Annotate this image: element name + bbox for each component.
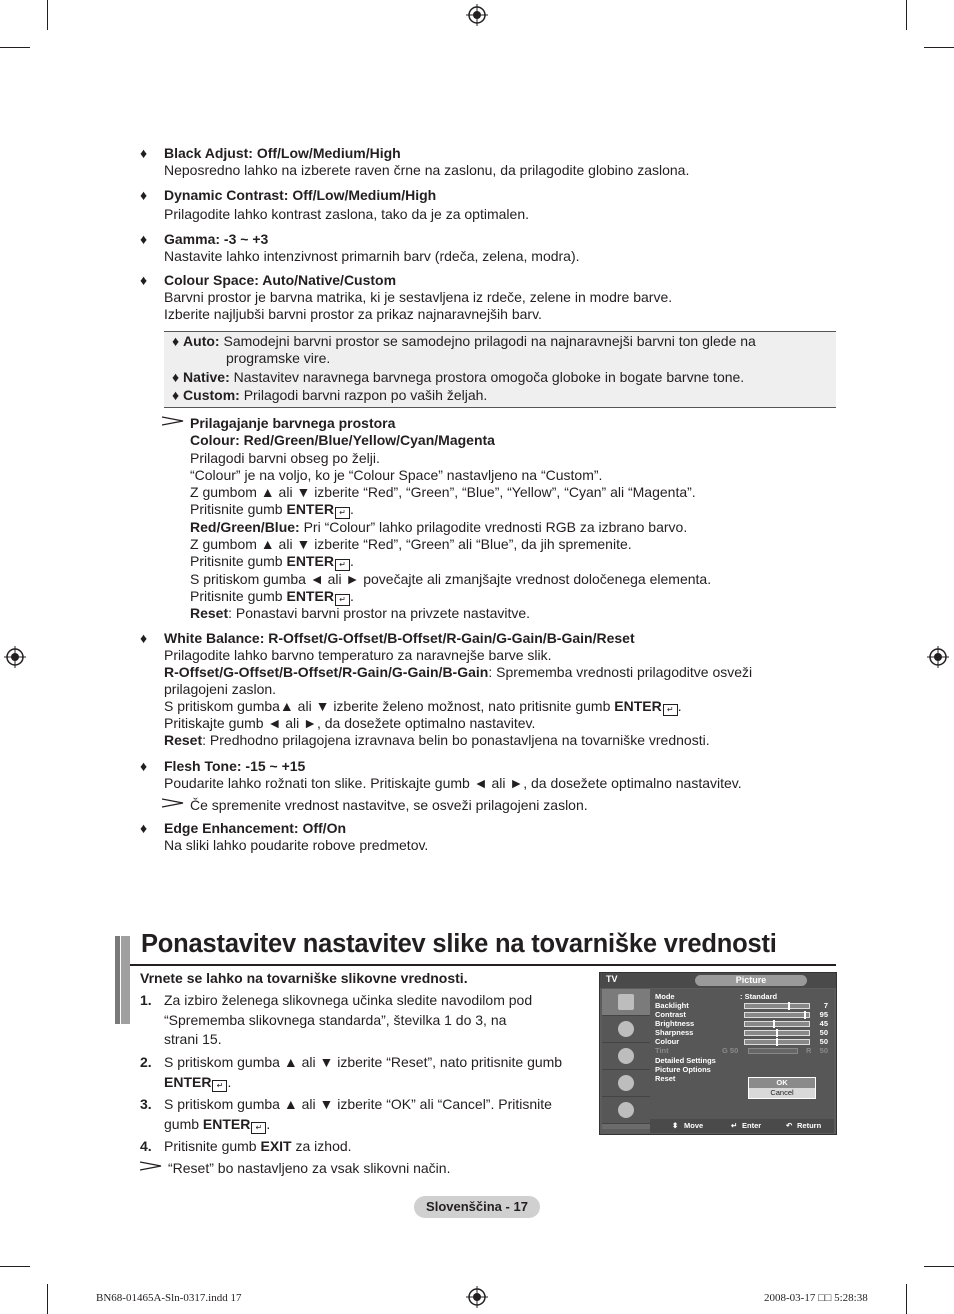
enter-icon: ↵ [335,507,350,519]
note-line: Pritisnite gumb ENTER ↵ . [190,553,354,570]
note-reset: “Reset” bo nastavljeno za vsak slikovni način. [140,1160,820,1177]
section-accent-bar [115,936,120,1024]
note-arrow-icon [162,798,184,808]
note-line: Prilagodi barvni obseg po želji. [190,449,380,466]
picture-icon [602,989,650,1016]
step-4: 4. Pritisnite gumb EXIT za izhod. [140,1138,352,1154]
registration-mark-icon [466,4,488,26]
note-line: Prilagajanje barvnega prostora [190,415,396,431]
bullet-title: Dynamic Contrast: Off/Low/Medium/High [164,187,437,203]
diamond-bullet-icon: ♦ [140,145,148,161]
bullet-text: Nastavite lahko intenzivnost primarnih barv (rdeča, zelena, modra). [164,248,580,264]
setup-icon [602,1070,650,1097]
file-slug: BN68-01465A-Sln-0317.indd 17 [96,1292,242,1304]
bullet-black-adjust [140,145,840,179]
crop-mark [924,1266,954,1267]
option-native: ♦ Native: Nastavitev naravnega barvnega prostora omogoča globoke in bogate barvne tone. [172,369,745,385]
level-bar [744,1030,810,1036]
option-auto: ♦ Auto: Samodejni barvni prostor se samodejno prilagodi na najnaravnejši barvni ton glede na [172,333,756,349]
level-bar [744,1003,810,1009]
enter-icon: ↵ [212,1080,227,1092]
bullet-text: Izberite najljubši barvni prostor za prikaz najnaravnejših barv. [164,306,542,322]
note-line: Red/Green/Blue: Pri “Colour” lahko prilagodite vrednosti RGB za izbrano barvo. [190,518,688,535]
level-bar [744,1039,810,1045]
note-arrow-icon [140,1161,162,1171]
bullet-edge-enhancement [140,820,840,854]
ok-option: OK [749,1078,815,1088]
bullet-text: S pritiskom gumba▲ ali ▼ izberite želeno možnost, nato pritisnite gumb ENTER ↵ . [164,698,682,714]
enter-icon: ↵ [335,559,350,571]
bullet-text: Poudarite lahko rožnati ton slike. Pritiskajte gumb ◄ ali ►, da dosežete optimalno nastavitev. [164,775,742,791]
note-line: Z gumbom ▲ ali ▼ izberite “Red”, “Green” ali “Blue”, da jih spremenite. [190,536,632,553]
note-line: S pritiskom gumba ◄ ali ► povečajte ali zmanjšajte vrednost določenega elementa. [190,570,712,587]
note-line: Pritisnite gumb ENTER ↵ . [190,501,354,518]
bullet-text: Barvni prostor je barvna matrika, ki je sestavljena iz rdeče, zelene in modre barve. [164,289,673,305]
note-flesh-tone: Če spremenite vrednost nastavitve, se osveži prilagojeni zaslon. [162,797,842,814]
section-accent-bar [121,936,130,1024]
input-icon [602,1097,650,1124]
bullet-text: Na sliki lahko poudarite robove predmetov. [164,837,429,853]
page-number-badge: Slovenščina - 17 [414,1196,540,1218]
option-label: Native: [183,369,230,385]
note-line: Reset: Ponastavi barvni prostor na privzete nastavitve. [190,605,531,622]
bullet-text: prilagojeni zaslon. [164,681,277,697]
menu-panel: Mode : Standard Backlight 7 Contrast 95 Brightness 45 Sharpness 50 Colour 50 Tint G 50 R 50 Detailed Settings Picture Options Reset OK Cancel [650,989,834,1119]
tint-bar [748,1048,798,1054]
note-line: Z gumbom ▲ ali ▼ izberite “Red”, “Green”, “Blue”, “Yellow”, “Cyan” ali “Magenta”. [190,484,696,501]
cancel-option: Cancel [770,1088,794,1097]
crop-mark [906,0,907,30]
bullet-colour-space [140,272,840,323]
menu-title: Picture [695,975,807,986]
bullet-text: Neposredno lahko na izberete raven črne na zaslonu, da prilagodite globino zaslona. [164,162,690,178]
crop-mark [0,47,30,48]
crop-mark [906,1284,907,1314]
colour-space-options-box [164,331,836,408]
section-intro: Vrnete se lahko na tovarniške slikovne vrednosti. [140,970,468,986]
bullet-dynamic-contrast [140,187,840,223]
tv-label: TV [606,974,618,984]
bullet-title: White Balance: R-Offset/G-Offset/B-Offset/R-Gain/G-Gain/B-Gain/Reset [164,630,635,646]
level-bar [744,1021,810,1027]
option-text: Samodejni barvni prostor se samodejno prilagodi na najnaravnejši barvni ton glede na [223,333,756,349]
crop-mark [924,47,954,48]
tv-picture-menu [599,972,837,1135]
return-icon: ↶ [786,1121,793,1130]
bullet-gamma [140,231,840,265]
note-arrow-icon [162,416,184,426]
note-line: Pritisnite gumb ENTER ↵ . [190,587,354,604]
move-icon: ⬍ [672,1121,679,1130]
diamond-bullet-icon: ♦ [140,630,148,646]
level-bar [744,1012,810,1018]
note-line: “Colour” je na voljo, ko je “Colour Space” nastavljeno na “Custom”. [190,466,603,483]
reset-confirm-box [748,1077,816,1099]
bullet-text: Prilagodite lahko kontrast zaslona, tako da je za optimalen. [164,206,529,222]
bullet-text: Prilagodite lahko barvno temperaturo za naravnejše barve slik. [164,647,552,663]
bullet-text: R-Offset/G-Offset/B-Offset/R-Gain/G-Gain/B-Gain: Sprememba vrednosti prilagoditve osveži [164,664,753,680]
menu-icon-column [602,989,650,1129]
option-label: Auto: [183,333,220,349]
registration-mark-icon [466,1286,488,1308]
bullet-title: Edge Enhancement: Off/On [164,820,347,836]
step-3: 3. S pritiskom gumba ▲ ali ▼ izberite “OK” ali “Cancel”. Pritisnite gumb ENTER ↵ . [140,1096,552,1132]
enter-icon: ↵ [251,1122,266,1134]
step-2: 2. S pritiskom gumba ▲ ali ▼ izberite “Reset”, nato pritisnite gumb ENTER ↵ . [140,1054,563,1090]
date-slug: 2008-03-17 □□ 5:28:38 [764,1292,868,1304]
option-text: Nastavitev naravnega barvnega prostora omogoča globoke in bogate barvne tone. [233,369,745,385]
option-custom: ♦ Custom: Prilagodi barvni razpon po vaših željah. [172,387,488,403]
channel-icon [602,1043,650,1070]
note-colour-adjust [162,415,842,623]
menu-footer: ⬍ Move ↵ Enter ↶ Return [650,1119,834,1133]
section-heading: Ponastavitev nastavitev slike na tovarniške vrednosti [141,930,777,958]
crop-mark [0,1266,30,1267]
bullet-title: Flesh Tone: -15 ~ +15 [164,758,306,774]
bullet-title: Colour Space: Auto/Native/Custom [164,272,397,288]
diamond-bullet-icon: ♦ [140,758,148,774]
registration-mark-icon [4,646,26,668]
bullet-white-balance [140,630,840,749]
option-text: Prilagodi barvni razpon po vaših željah. [243,387,488,403]
option-label: Custom: [183,387,240,403]
enter-icon: ↵ [731,1121,738,1130]
diamond-bullet-icon: ♦ [140,187,148,203]
enter-icon: ↵ [335,594,350,606]
note-line: Colour: Red/Green/Blue/Yellow/Cyan/Magenta [190,432,495,449]
option-auto-cont: programske vire. [226,350,331,366]
bullet-title: Black Adjust: Off/Low/Medium/High [164,145,401,161]
crop-mark [47,1284,48,1314]
heading-rule [130,964,836,966]
enter-icon: ↵ [663,704,678,716]
diamond-bullet-icon: ♦ [140,820,148,836]
crop-mark [47,0,48,30]
bullet-flesh-tone [140,758,840,792]
diamond-bullet-icon: ♦ [140,231,148,247]
bullet-text: Pritiskajte gumb ◄ ali ►, da dosežete optimalno nastavitev. [164,715,536,731]
diamond-bullet-icon: ♦ [140,272,148,288]
bullet-title: Gamma: -3 ~ +3 [164,231,269,247]
registration-mark-icon [927,646,949,668]
bullet-text: Reset: Predhodno prilagojena izravnava belin bo ponastavljena na tovarniške vrednosti. [164,732,710,748]
step-1: 1. Za izbiro želenega slikovnega učinka sledite navodilom pod “Sprememba slikovnega standarda”, številka 1 do 3, na strani 15. [140,992,533,1047]
sound-icon [602,1016,650,1043]
